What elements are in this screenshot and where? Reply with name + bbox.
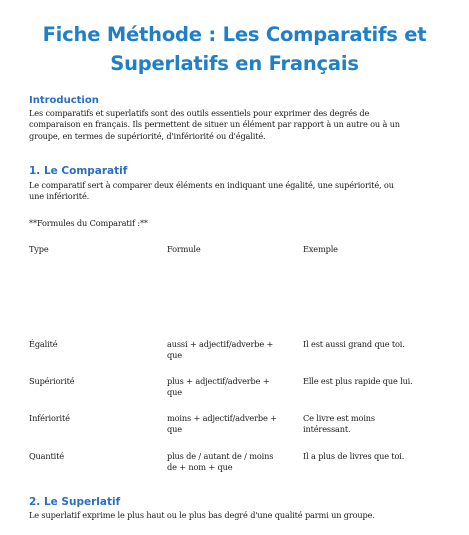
intro-heading: Introduction <box>29 95 99 106</box>
formulas-label: **Formules du Comparatif :** <box>29 218 148 228</box>
intro-line: Les comparatifs et superlatifs sont des outils essentiels pour exprimer des degrés de <box>29 108 370 118</box>
section1-heading: 1. Le Comparatif <box>29 165 128 177</box>
intro-paragraph <box>29 108 444 142</box>
table-cell-example <box>303 413 375 436</box>
formula-line: plus + adjectif/adverbe + <box>167 376 270 386</box>
formula-line: aussi + adjectif/adverbe + <box>167 339 274 349</box>
table-header-formula: Formule <box>167 244 201 254</box>
table-cell-example: Elle est plus rapide que lui. <box>303 376 413 386</box>
table-cell-type: Quantité <box>29 451 64 461</box>
title-line-1: Fiche Méthode : Les Comparatifs et <box>42 23 427 46</box>
table-cell-example: Il a plus de livres que toi. <box>303 451 405 461</box>
formula-line: que <box>167 424 182 435</box>
example-line: Ce livre est moins <box>303 413 375 423</box>
formula-line: plus de / autant de / moins <box>167 451 274 461</box>
table-cell-formula <box>167 376 270 399</box>
table-cell-type: Supériorité <box>29 376 75 386</box>
table-cell-formula <box>167 339 273 362</box>
example-line: intéressant. <box>303 424 351 435</box>
table-header-example: Exemple <box>303 244 338 254</box>
intro-line: comparaison en français. Ils permettent de situer un élément par rapport à un autre ou à un <box>29 119 400 130</box>
table-cell-formula <box>167 413 277 436</box>
table-header-type: Type <box>29 244 49 254</box>
table-cell-type: Infériorité <box>29 413 70 423</box>
formula-line: de + nom + que <box>167 462 233 473</box>
intro-line: groupe, en termes de supériorité, d'infériorité ou d'égalité. <box>29 130 266 141</box>
section1-line: Le comparatif sert à comparer deux éléments en indiquant une égalité, une supériorité, ou <box>29 180 394 190</box>
table-cell-example: Il est aussi grand que toi. <box>303 339 405 349</box>
table-cell-type: Égalité <box>29 339 58 349</box>
section2-heading: 2. Le Superlatif <box>29 496 121 508</box>
section2-paragraph <box>29 510 444 521</box>
section1-line: une infériorité. <box>29 191 90 202</box>
page-title <box>0 20 469 78</box>
section1-paragraph <box>29 180 444 203</box>
formula-line: moins + adjectif/adverbe + <box>167 413 277 423</box>
title-line-2: Superlatifs en Français <box>110 52 359 75</box>
formula-line: que <box>167 350 182 361</box>
table-cell-formula <box>167 451 273 474</box>
section2-line: Le superlatif exprime le plus haut ou le plus bas degré d'une qualité parmi un groupe. <box>29 510 375 520</box>
formula-line: que <box>167 387 182 398</box>
